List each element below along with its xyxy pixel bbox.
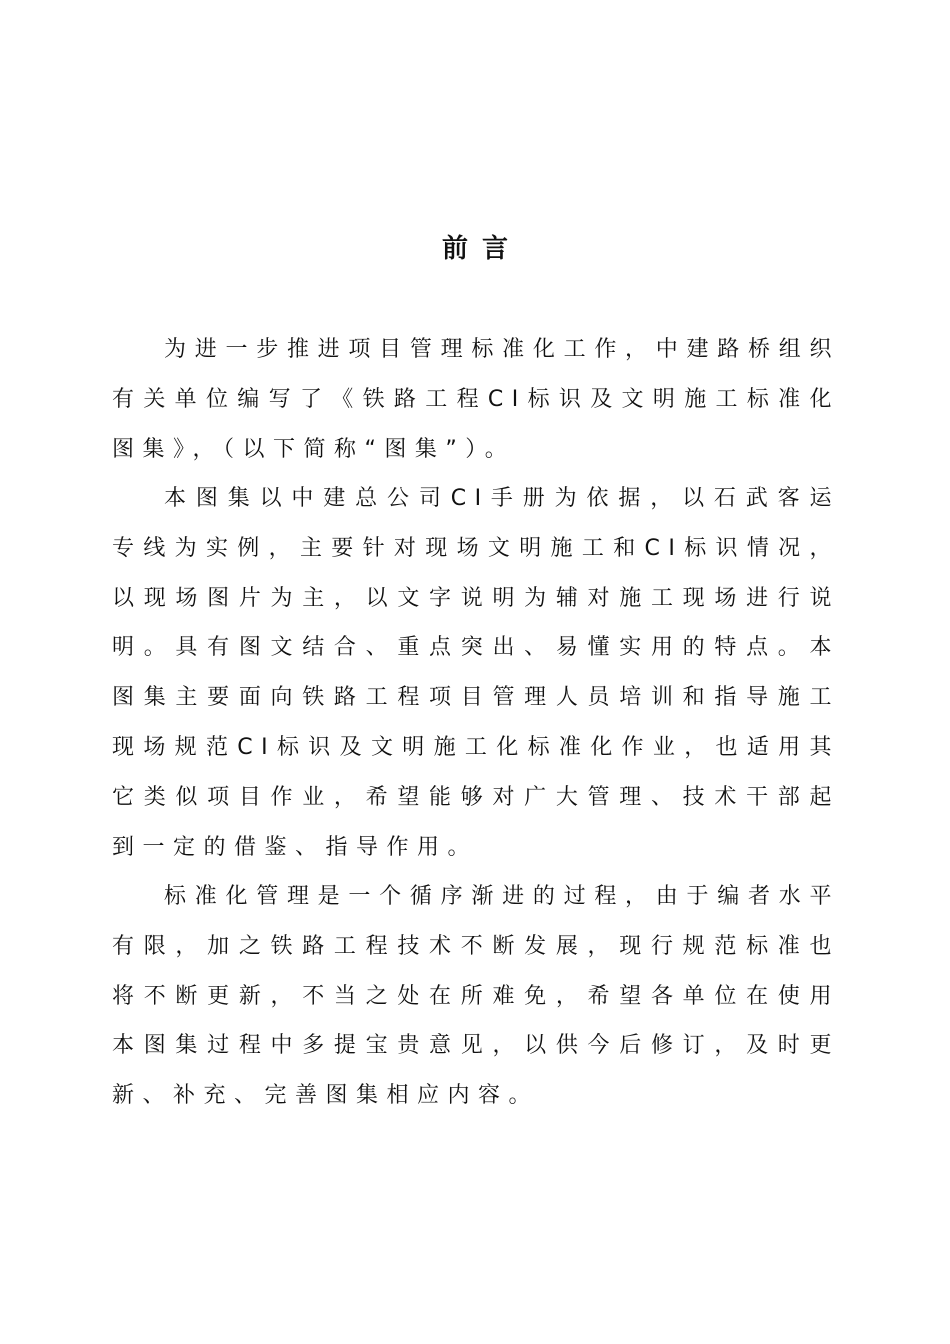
page-title: 前言 [441,234,522,264]
paragraph-closing: 标准化管理是一个循序渐进的过程，由于编者水平有限，加之铁路工程技术不断发展，现行规范标准也将不断更新，不当之处在所难免，希望各单位在使用本图集过程中多提宝贵意见，以供今后修订，及时更新、补充、完善图集相应内容。 [112,884,840,1109]
paragraph-description: 本图集以中建总公司CI手册为依据，以石武客运专线为实例，主要针对现场文明施工和CI标识情况，以现场图片为主，以文字说明为辅对施工现场进行说明。具有图文结合、重点突出、易懂实用的特点。本图集主要面向铁路工程项目管理人员培训和指导施工现场规范CI标识及文明施工化标准化作业，也适用其它类似项目作业，希望能够对广大管理、技术干部起到一定的借鉴、指导作用。 [112,486,840,860]
paragraph-intro: 为进一步推进项目管理标准化工作，中建路桥组织有关单位编写了《铁路工程CI标识及文明施工标准化图集》，（以下简称“图集”）。 [112,337,840,462]
